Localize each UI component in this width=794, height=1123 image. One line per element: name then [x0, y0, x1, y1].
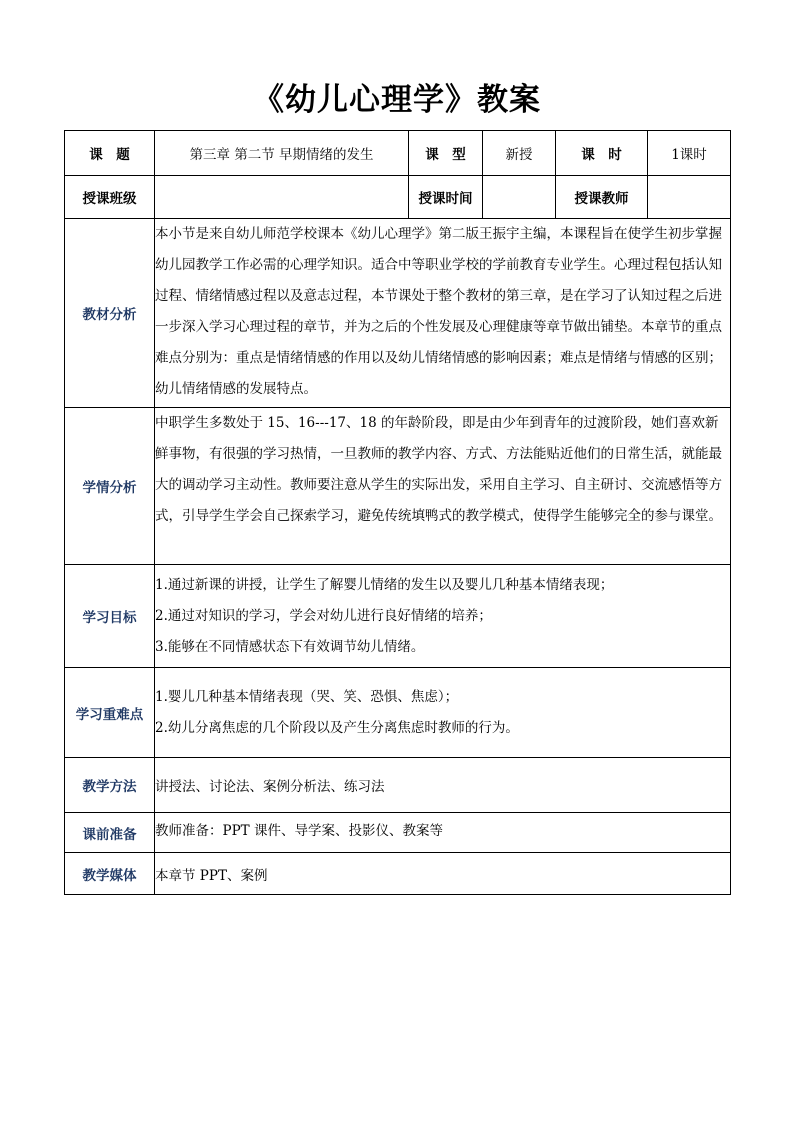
key-point-item-1: 1.婴儿几种基本情绪表现（哭、笑、恐惧、焦虑）；: [155, 688, 459, 705]
objectives-list: [155, 565, 731, 668]
row-student-analysis: [65, 408, 731, 565]
key-points-list: [155, 668, 731, 758]
topic-value: 第三章 第二节 早期情绪的发生: [155, 131, 409, 176]
material-analysis-text: 本小节是来自幼儿师范学校课本《幼儿心理学》第二版王振宇主编，本课程旨在使学生初步掌握幼儿园教学工作必需的心理学知识。适合中等职业学校的学前教育专业学生。心理过程包括认知过程、情绪情感过程以及意志过程，本节课处于整个教材的第三章，是在学习了认知过程之后进一步深入学习心理过程的章节，并为之后的个性发展及心理健康等章节做出铺垫。本章节的重点难点分别为：重点是情绪情感的作用以及幼儿情绪情感的影响因素；难点是情绪与情感的区别；幼儿情绪情感的发展特点。: [155, 219, 731, 408]
type-value: 新授: [483, 131, 556, 176]
row-key-points: [65, 668, 731, 758]
objectives-label: 学习目标: [65, 565, 155, 668]
type-label: 课 型: [409, 131, 483, 176]
objective-item-1: 1.通过新课的讲授，让学生了解婴儿情绪的发生以及婴儿几种基本情绪表现；: [155, 576, 614, 593]
row-methods: [65, 758, 731, 813]
teacher-value: [648, 176, 731, 219]
teacher-label: 授课教师: [556, 176, 648, 219]
preparation-text: 教师准备：PPT 课件、导学案、投影仪、教案等: [155, 813, 731, 853]
lesson-plan-table: [64, 130, 731, 895]
time-value: [483, 176, 556, 219]
student-analysis-label: 学情分析: [65, 408, 155, 565]
student-analysis-text: 中职学生多数处于 15、16---17、18 的年龄阶段，即是由少年到青年的过渡阶段，她们喜欢新鲜事物，有很强的学习热情，一旦教师的教学内容、方式、方法能贴近他们的日常生活，就能最大的调动学习主动性。教师要注意从学生的实际出发，采用自主学习、自主研讨、交流感悟等方式，引导学生学会自己探索学习，避免传统填鸭式的教学模式，使得学生能够完全的参与课堂。: [155, 408, 731, 565]
class-value: [155, 176, 409, 219]
row-preparation: [65, 813, 731, 853]
time-label: 授课时间: [409, 176, 483, 219]
methods-text: 讲授法、讨论法、案例分析法、练习法: [155, 758, 731, 813]
media-text: 本章节 PPT、案例: [155, 853, 731, 895]
row-objectives: [65, 565, 731, 668]
objective-item-2: 2.通过对知识的学习，学会对幼儿进行良好情绪的培养；: [155, 607, 492, 624]
hours-value: 1课时: [648, 131, 731, 176]
row-class: [65, 176, 731, 219]
row-media: [65, 853, 731, 895]
objective-item-3: 3.能够在不同情感状态下有效调节幼儿情绪。: [155, 638, 425, 655]
document-title: 《幼儿心理学》教案: [253, 82, 541, 118]
row-material-analysis: [65, 219, 731, 408]
key-point-item-2: 2.幼儿分离焦虑的几个阶段以及产生分离焦虑时教师的行为。: [155, 719, 519, 736]
key-points-label: 学习重难点: [65, 668, 155, 758]
material-analysis-label: 教材分析: [65, 219, 155, 408]
preparation-label: 课前准备: [65, 813, 155, 853]
topic-label: 课 题: [65, 131, 155, 176]
hours-label: 课 时: [556, 131, 648, 176]
class-label: 授课班级: [65, 176, 155, 219]
methods-label: 教学方法: [65, 758, 155, 813]
media-label: 教学媒体: [65, 853, 155, 895]
row-topic: [65, 131, 731, 176]
